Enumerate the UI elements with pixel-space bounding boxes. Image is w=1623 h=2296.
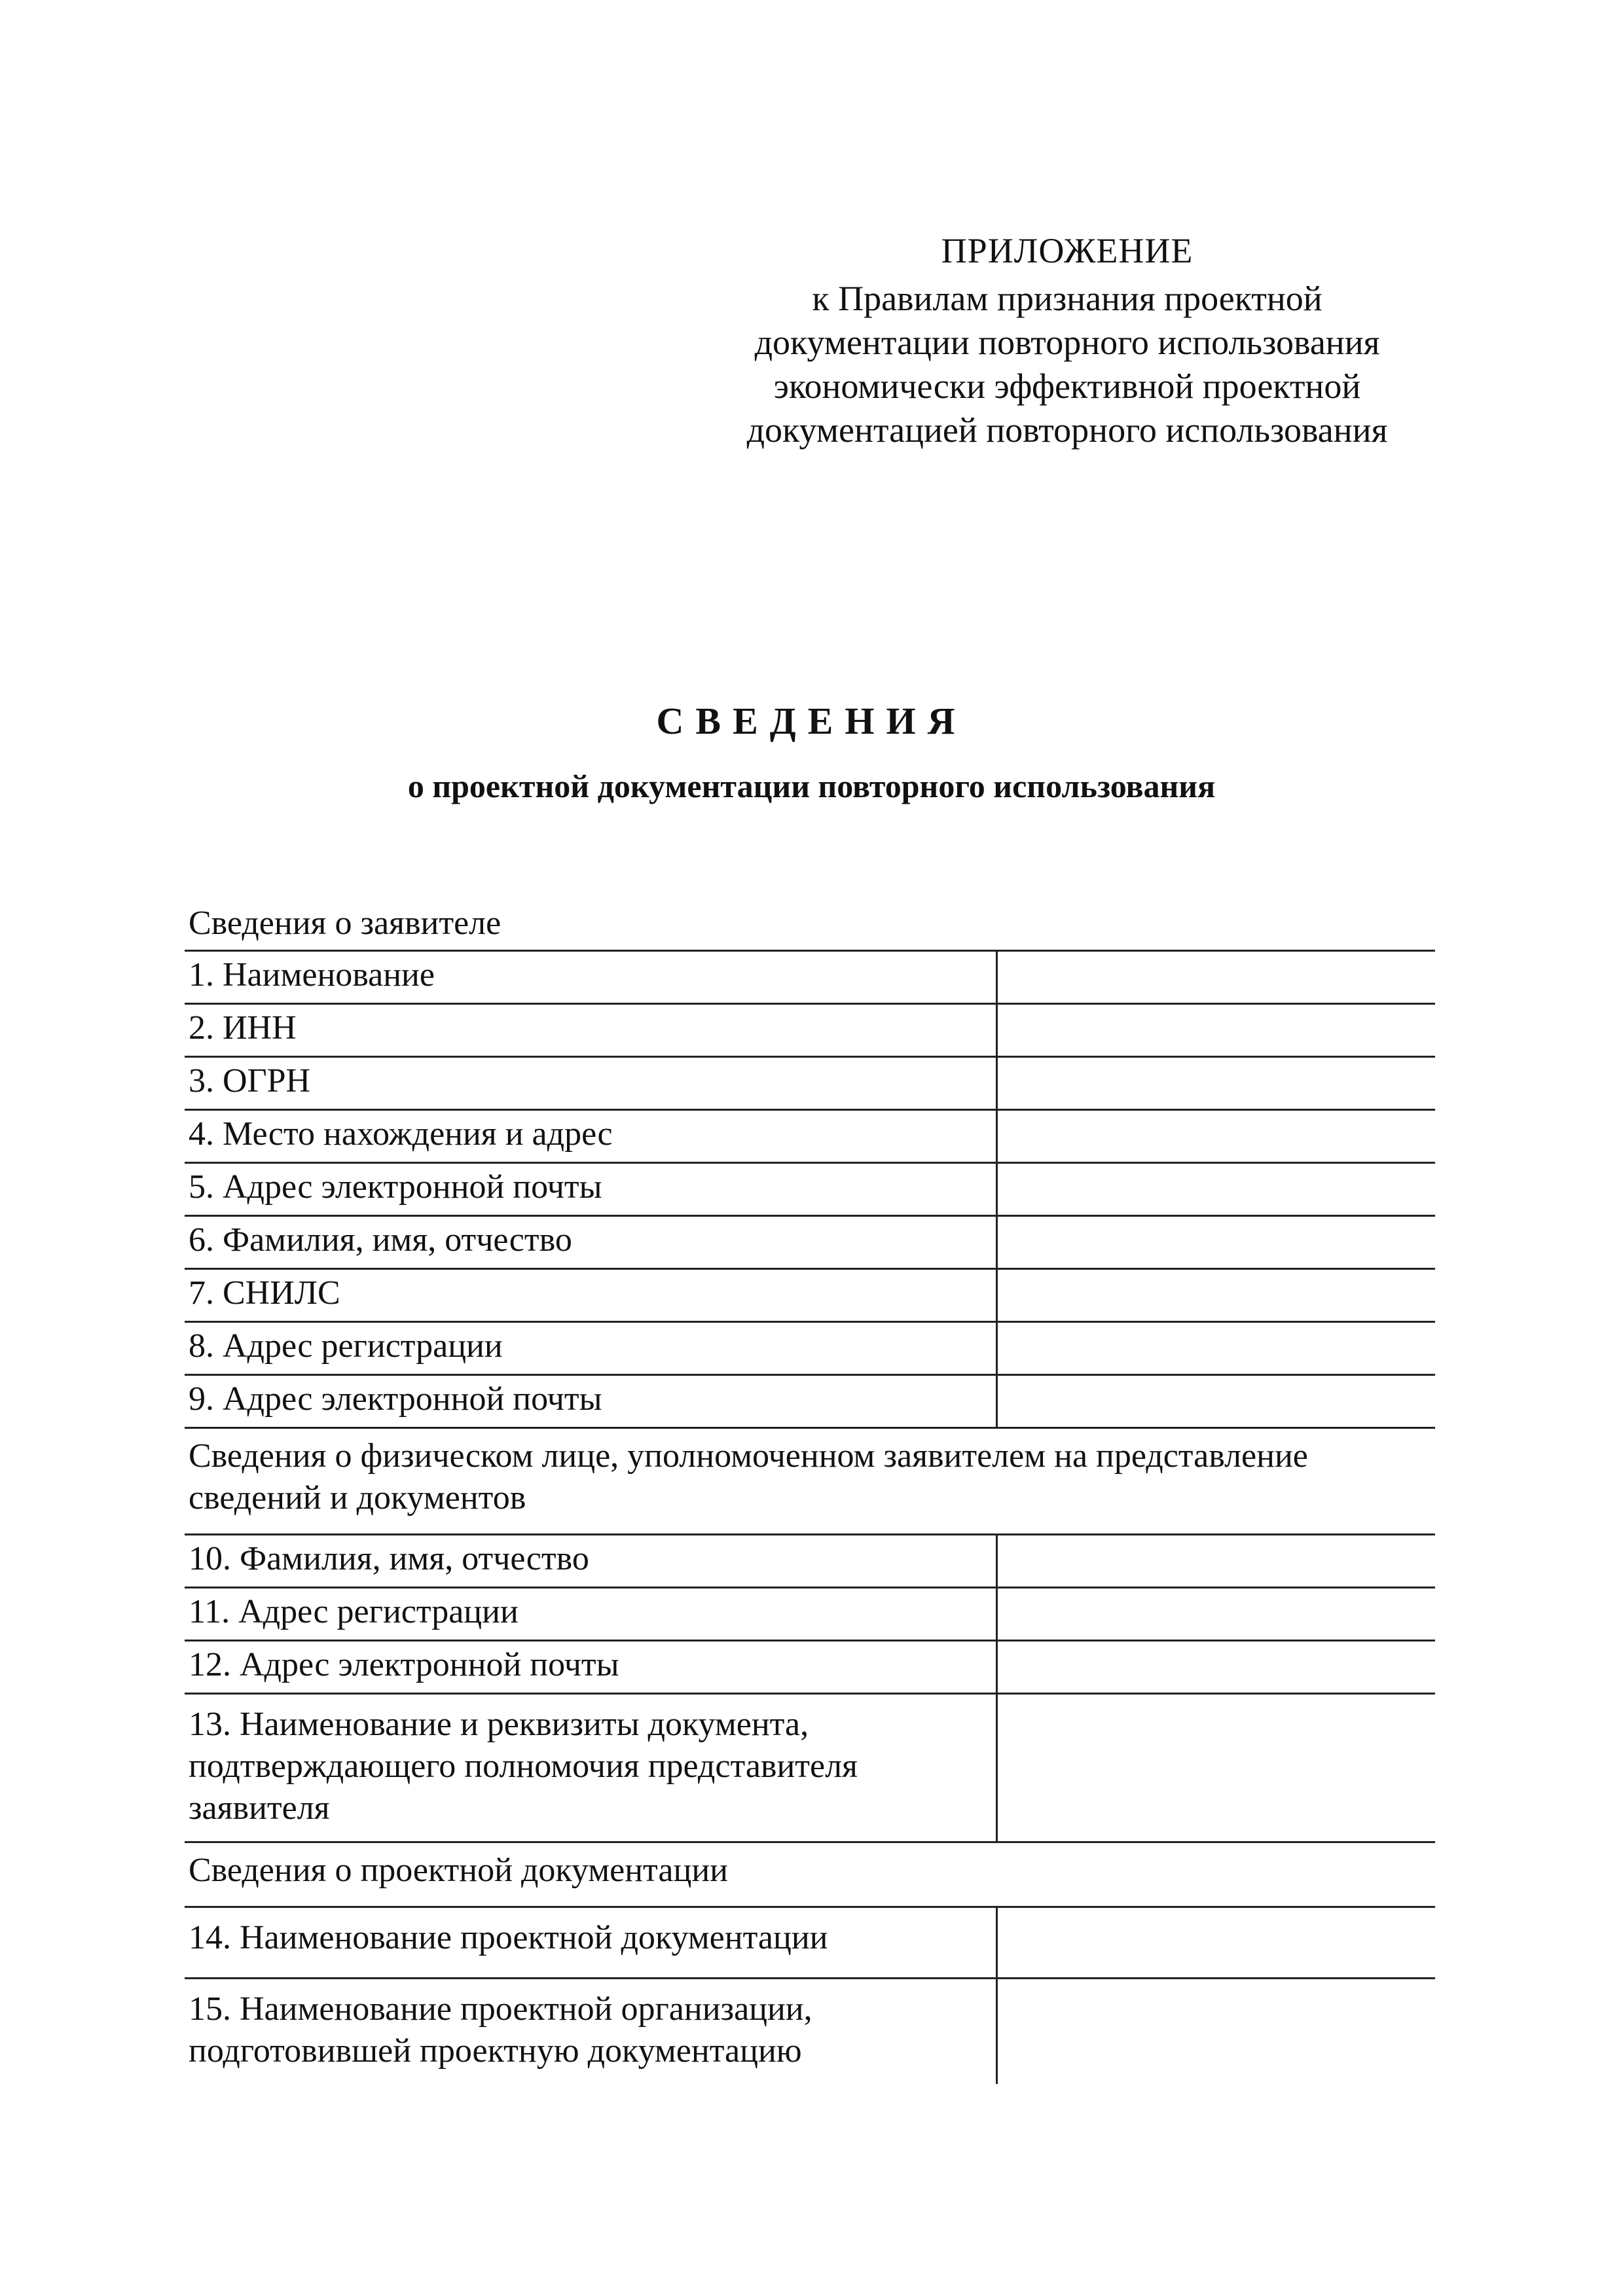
table-row — [185, 1057, 1435, 1110]
appendix-line: документацией повторного использования — [746, 410, 1388, 450]
document-subtitle: о проектной документации повторного использования — [407, 768, 1216, 804]
table-row — [185, 1322, 1435, 1375]
field-label: 12. Адрес электронной почты — [185, 1641, 996, 1694]
field-value-cell[interactable] — [996, 1907, 1435, 1979]
field-value-cell[interactable] — [996, 951, 1435, 1004]
field-value-cell[interactable] — [996, 1694, 1435, 1842]
section-project-documentation — [185, 1842, 1435, 1907]
table-row — [185, 1535, 1435, 1588]
field-label: 15. Наименование проектной организации, подготовившей проектную документацию — [189, 1990, 812, 2070]
field-value-cell[interactable] — [996, 1322, 1435, 1375]
field-value-cell[interactable] — [996, 1979, 1435, 2085]
field-label: 11. Адрес регистрации — [185, 1588, 996, 1641]
field-label: 1. Наименование — [185, 951, 996, 1004]
field-value-cell[interactable] — [996, 1588, 1435, 1641]
appendix-line: экономически эффективной проектной — [773, 367, 1361, 406]
field-label: 13. Наименование и реквизиты документа, подтверждающего полномочия представителя заявителя — [185, 1694, 996, 1842]
field-value-cell[interactable] — [996, 1641, 1435, 1694]
table-row — [185, 1004, 1435, 1057]
field-label: 4. Место нахождения и адрес — [185, 1110, 996, 1163]
field-value-cell[interactable] — [996, 1375, 1435, 1428]
section-applicant — [185, 900, 1435, 951]
field-label: 3. ОГРН — [185, 1057, 996, 1110]
table-row — [185, 1979, 1435, 2085]
table-row — [185, 1694, 1435, 1842]
document-title: СВЕДЕНИЯ — [656, 700, 967, 742]
field-label: 6. Фамилия, имя, отчество — [185, 1216, 996, 1269]
table-row — [185, 1641, 1435, 1694]
field-value-cell[interactable] — [996, 1110, 1435, 1163]
field-label: 9. Адрес электронной почты — [185, 1375, 996, 1428]
table-row — [185, 1110, 1435, 1163]
table-row — [185, 1375, 1435, 1428]
field-value-cell[interactable] — [996, 1163, 1435, 1216]
field-value-cell[interactable] — [996, 1004, 1435, 1057]
field-value-cell[interactable] — [996, 1057, 1435, 1110]
field-label: 8. Адрес регистрации — [185, 1322, 996, 1375]
appendix-line: к Правилам признания проектной — [812, 279, 1322, 318]
field-value-cell[interactable] — [996, 1216, 1435, 1269]
section-title: Сведения о заявителе — [185, 900, 1435, 951]
table-row — [185, 1907, 1435, 1979]
field-label: 10. Фамилия, имя, отчество — [185, 1535, 996, 1588]
appendix-title: ПРИЛОЖЕНИЕ — [941, 231, 1194, 270]
section-title: Сведения о проектной документации — [185, 1842, 1435, 1907]
field-label: 7. СНИЛС — [185, 1269, 996, 1322]
section-representative — [185, 1428, 1435, 1535]
field-value-cell[interactable] — [996, 1535, 1435, 1588]
table-row — [185, 1588, 1435, 1641]
table-row — [185, 951, 1435, 1004]
field-label: 2. ИНН — [185, 1004, 996, 1057]
field-label: 5. Адрес электронной почты — [185, 1163, 996, 1216]
appendix-line: документации повторного использования — [754, 323, 1380, 362]
table-row — [185, 1163, 1435, 1216]
table-row — [185, 1269, 1435, 1322]
table-row — [185, 1216, 1435, 1269]
field-label: 14. Наименование проектной документации — [185, 1907, 996, 1979]
appendix-header — [681, 229, 1453, 452]
information-form-table — [185, 900, 1435, 2084]
field-value-cell[interactable] — [996, 1269, 1435, 1322]
section-title: Сведения о физическом лице, уполномоченном заявителем на представление сведений и документов — [185, 1428, 1435, 1535]
